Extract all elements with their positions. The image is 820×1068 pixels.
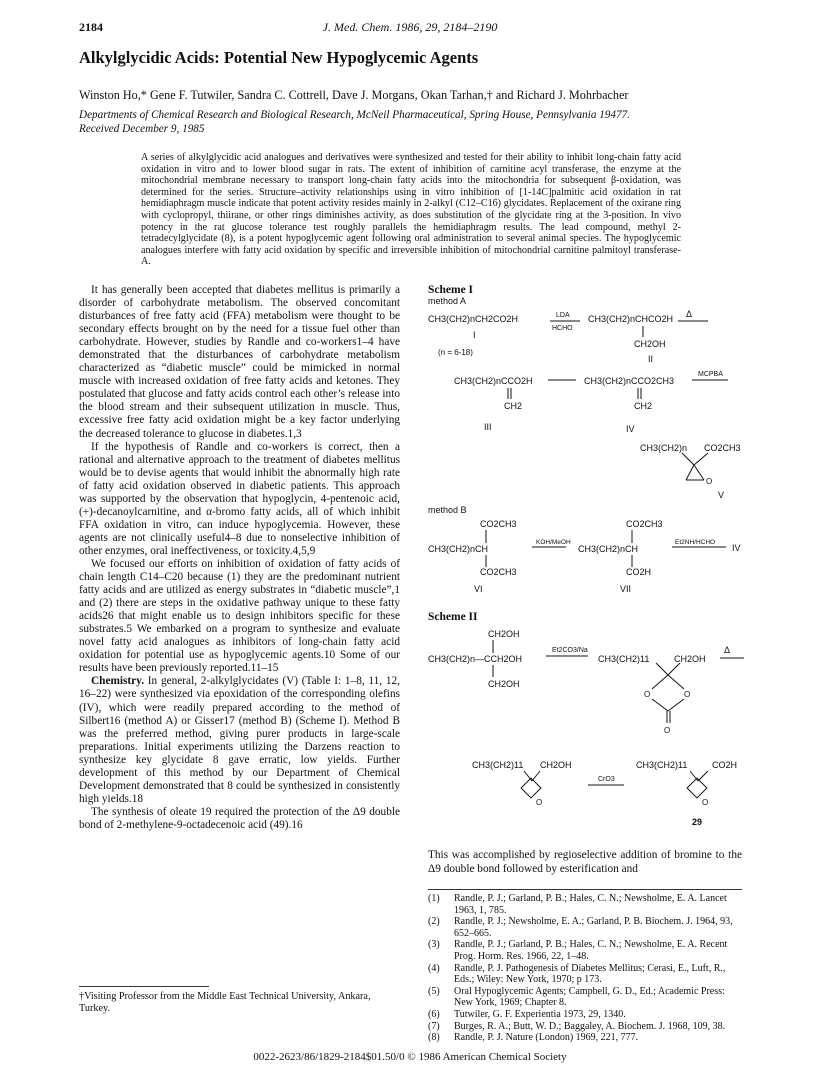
carbonate-right: CH2OH bbox=[674, 654, 706, 664]
reference-text: Randle, P. J.; Garland, P. B.; Hales, C. N.; Newsholme, E. A. Recent Prog. Horm. Res. 1966, 22, 1–48. bbox=[454, 939, 728, 962]
triol-main: CH3(CH2)n—CCH2OH bbox=[428, 654, 523, 664]
reference-text: Burges, R. A.; Butt, W. D.; Baggaley, A. Biochem. J. 1968, 109, 38. bbox=[454, 1020, 726, 1032]
ch2-group: CH2 bbox=[634, 401, 653, 411]
page-number: 2184 bbox=[79, 20, 103, 34]
oxygen-atom: O bbox=[536, 798, 543, 807]
reference-text: Tutwiler, G. F. Experientia 1973, 29, 1340. bbox=[454, 1008, 626, 1020]
label-VII: VII bbox=[620, 584, 632, 594]
ch2oh-group: CH2OH bbox=[634, 339, 666, 349]
delta-symbol: Δ bbox=[686, 309, 693, 319]
reagent-et2nh: Et2NH/HCHO bbox=[675, 539, 716, 546]
received-date: Received December 9, 1985 bbox=[79, 122, 205, 135]
reference-item bbox=[428, 893, 742, 916]
oxygen-atom: O bbox=[702, 798, 709, 807]
reference-number: (5) bbox=[428, 985, 440, 997]
article-title: Alkylglycidic Acids: Potential New Hypoglycemic Agents bbox=[79, 48, 479, 67]
label-I: I bbox=[473, 330, 476, 340]
oxygen-atom: O bbox=[684, 690, 691, 699]
compound-V-right: CO2CH3 bbox=[704, 443, 741, 453]
copyright-footer: 0022-2623/86/1829-2184$01.50/0 © 1986 American Chemical Society bbox=[253, 1051, 567, 1063]
method-a-label: method A bbox=[428, 296, 467, 306]
scheme-2-title: Scheme II bbox=[428, 611, 478, 623]
reference-item bbox=[428, 963, 742, 986]
reference-item bbox=[428, 939, 742, 962]
reference-number: (6) bbox=[428, 1008, 440, 1020]
label-VI: VI bbox=[474, 584, 483, 594]
method-b-label: method B bbox=[428, 505, 467, 515]
epoxide-oxygen: O bbox=[706, 477, 713, 486]
paragraph: It has generally been accepted that diabetes mellitus is primarily a disorder of carbohydrate metabolism. The observed concomitant disturbances of free fatty acid (FFA) metabolism were thought to be secondary effects brought on by the need for a tissue fuel other than carbohydrate. However, studies by Randle and co-workers1–4 have demonstrated that the disturbances of carbohydrate metabolism characterized as “diabetic muscle” could be mimicked in normal muscle with increased oxidation of free fatty acids and ketones. They postulated that glucose and fatty acids control each other’s release into the blood stream and their subsequent utilization in muscle. Thus, excessive free fatty acid oxidation might be a key factor underlying the decreased tolerance to glucose in diabetes.1,3 bbox=[79, 284, 400, 440]
top-substituent: CH2OH bbox=[488, 629, 520, 639]
footnote: †Visiting Professor from the Middle East Technical University, Ankara, Turkey. bbox=[79, 991, 371, 1014]
reference-number: (1) bbox=[428, 893, 440, 904]
reagent-koh: KOH/MeOH bbox=[536, 539, 571, 546]
author-list: Winston Ho,* Gene F. Tutwiler, Sandra C. Cottrell, Dave J. Morgans, Okan Tarhan,† and Richard J. Mohrbacher bbox=[79, 88, 629, 102]
paragraph: We focused our efforts on inhibition of oxidation of fatty acids of chain length C14–C20 because (1) they are the predominant nutrient fatty acids and are utilized as energy substrates in “diabetic muscle”,1 and (2) there are steps in the oxidative pathway unique to these fatty acids26 that might enable us to design inhibitors specific for these substrates.5 We embarked on a program to synthesize and evaluate novel fatty acid analogues as inhibitors of long-chain fatty acid oxidation for potential use as hypoglycemic agents.10 Some of our results have been previously reported.11–15 bbox=[79, 557, 400, 675]
reference-number: (8) bbox=[428, 1032, 440, 1044]
reference-item bbox=[428, 916, 742, 939]
reference-item bbox=[428, 1009, 742, 1021]
compound-I-formula: CH3(CH2)nCH2CO2H bbox=[428, 314, 519, 324]
reagent-lda: LDA bbox=[556, 312, 570, 319]
paragraph-text: In general, 2-alkylglycidates (V) (Table I: 1–8, 11, 12, 16–22) were synthesized via epoxidation of the corresponding olefins (IV), which were readily prepared according to the method of Silbert16 (method A) or Gisser17 (method B) (Scheme I). Method B was the preferred method, giving purer products in large-scale preparations. Initial experiments utilizing the Darzens reaction to synthesize key glycidate 8 gave erratic, low yields. Further development of this method by our Department of Chemical Development demonstrated that 8 could be synthesized in consistently high yields.18 bbox=[79, 675, 400, 805]
label-III: III bbox=[484, 422, 492, 432]
arrow-product-IV: IV bbox=[732, 543, 741, 553]
reference-text: Randle, P. J.; Garland, P. B.; Hales, C. N.; Newsholme, E. A. Lancet 1963, 1, 785. bbox=[454, 893, 727, 916]
compound-II-formula: CH3(CH2)nCHCO2H bbox=[588, 314, 674, 324]
reagent-hcho: HCHO bbox=[552, 325, 573, 332]
scheme-1-method-b bbox=[428, 515, 748, 595]
reference-number: (7) bbox=[428, 1020, 440, 1032]
n-range: (n = 6-18) bbox=[438, 348, 473, 357]
compound-V-left: CH3(CH2)n bbox=[640, 443, 688, 453]
acid-right: CO2H bbox=[712, 760, 738, 770]
delta-symbol: Δ bbox=[724, 645, 731, 655]
carbonate-left: CH3(CH2)11 bbox=[598, 654, 650, 664]
acid-left: CH3(CH2)11 bbox=[636, 760, 688, 770]
abstract: A series of alkylglycidic acid analogues and derivatives were synthesized and tested for their ability to inhibit long-chain fatty acid oxidation in vitro and to lower blood sugar in rats. The extent of inhibition of carnitine acyl transferase, the enzyme at the mitochondrial membrane necessary to transport long-chain fatty acids into the mitochondria for subsequent β-oxidation, was determined for the series. Structure–activity relationships using in vitro inhibition of [1-14C]palmitic acid oxidation in rat hemidiaphragm muscle indicate that potent activity resides mainly in 2-alkyl (C12–C16) glycidates. Replacement of the oxirane ring with cyclopropyl, thiirane, or other rings diminishes activity, as does substitution of the glycidate ring at the 3-position. In vivo potency in the rat glucose tolerance test roughly parallels the hemidiaphragm results. The lead compound, methyl 2-tetradecylglycidate (8), is a potent hypoglycemic agent following oral administration to several animal species. The hypoglycemic analogues interfere with fatty acid oxidation by specific and irreversible inhibition of mitochondrial carnitine palmitoyl transferase-A. bbox=[141, 152, 681, 268]
paragraph: If the hypothesis of Randle and co-workers is correct, then a rational and alternative approach to the treatment of diabetes mellitus would be to devise agents that would inhibit the abnormally high rate of fatty acid oxidation observed in diabetic patients. This approach was supported by the observation that hypoglycin, 4-pentenoic acid, (+)-decanoylcarnitine, and α-bromo fatty acids, all of which inhibit FFA oxidation in vitro, can induce hypoglycemia. However, these agents are not clinically useful4–8 due to nonselective inhibition of other enzymes, oral ineffectiveness, or toxicity.4,5,9 bbox=[79, 440, 400, 557]
VII-top: CO2CH3 bbox=[626, 519, 663, 529]
reference-text: Randle, P. J. Nature (London) 1969, 221, 777. bbox=[454, 1032, 639, 1044]
label-V: V bbox=[718, 490, 725, 500]
compound-III-formula: CH3(CH2)nCCO2H bbox=[454, 376, 533, 386]
reference-text: Oral Hypoglycemic Agents; Campbell, G. D., Ed.; Academic Press: New York, 1969; Chapter 8. bbox=[454, 985, 725, 1009]
reagent-mcpba: MCPBA bbox=[698, 371, 723, 378]
reagent-cro3: CrO3 bbox=[598, 776, 615, 783]
reference-item bbox=[428, 986, 742, 1009]
affiliation-text: Departments of Chemical Research and Biological Research, McNeil Pharmaceutical, Spring House, Pennsylvania 19477. bbox=[79, 109, 630, 121]
compound-29-label: 29 bbox=[692, 817, 703, 827]
oxygen-atom: O bbox=[644, 690, 651, 699]
VI-main: CH3(CH2)nCH bbox=[428, 544, 489, 554]
affiliation bbox=[79, 109, 741, 136]
body-column-left bbox=[79, 284, 400, 832]
bottom-substituent: CH2OH bbox=[488, 679, 520, 689]
footnote-rule bbox=[79, 986, 209, 987]
compound-IV-formula: CH3(CH2)nCCO2CH3 bbox=[584, 376, 675, 386]
scheme-title: Scheme I bbox=[428, 284, 474, 296]
reference-item bbox=[428, 1021, 742, 1033]
oxetane-left: CH3(CH2)11 bbox=[472, 760, 524, 770]
label-II: II bbox=[648, 354, 654, 364]
scheme-2 bbox=[428, 625, 748, 840]
references bbox=[428, 893, 742, 1044]
scheme-1-method-a bbox=[428, 300, 748, 515]
VII-main: CH3(CH2)nCH bbox=[578, 544, 639, 554]
label-IV: IV bbox=[626, 424, 635, 434]
body-column-right: This was accomplished by regioselective addition of bromine to the Δ9 double bond followed by esterification and bbox=[428, 849, 742, 875]
reference-number: (3) bbox=[428, 939, 440, 951]
VI-bottom: CO2CH3 bbox=[480, 567, 517, 577]
paragraph: The synthesis of oleate 19 required the protection of the Δ9 double bond of 2-methylene-9-octadecenoic acid (49).16 bbox=[79, 805, 400, 831]
reference-text: Randle, P. J. Pathogenesis of Diabetes Mellitus; Cerasi, E., Luft, R., Eds.; Wiley: New York, 1970; p 173. bbox=[454, 962, 726, 986]
reference-text: Randle, P. J.; Newsholme, E. A.; Garland, P. B. Biochem. J. 1964, 93, 652–665. bbox=[454, 916, 733, 939]
references-rule bbox=[428, 889, 742, 890]
VII-bottom: CO2H bbox=[626, 567, 652, 577]
reference-number: (2) bbox=[428, 916, 440, 928]
oxygen-atom: O bbox=[664, 726, 671, 735]
oxetane-right: CH2OH bbox=[540, 760, 572, 770]
reference-item bbox=[428, 1032, 742, 1044]
VI-top: CO2CH3 bbox=[480, 519, 517, 529]
ch2-group: CH2 bbox=[504, 401, 523, 411]
paragraph bbox=[79, 675, 400, 805]
journal-citation: J. Med. Chem. 1986, 29, 2184–2190 bbox=[322, 20, 498, 34]
reference-number: (4) bbox=[428, 962, 440, 974]
reagent-et2co3: Et2CO3/Na bbox=[552, 647, 588, 654]
section-heading: Chemistry. bbox=[91, 675, 145, 688]
